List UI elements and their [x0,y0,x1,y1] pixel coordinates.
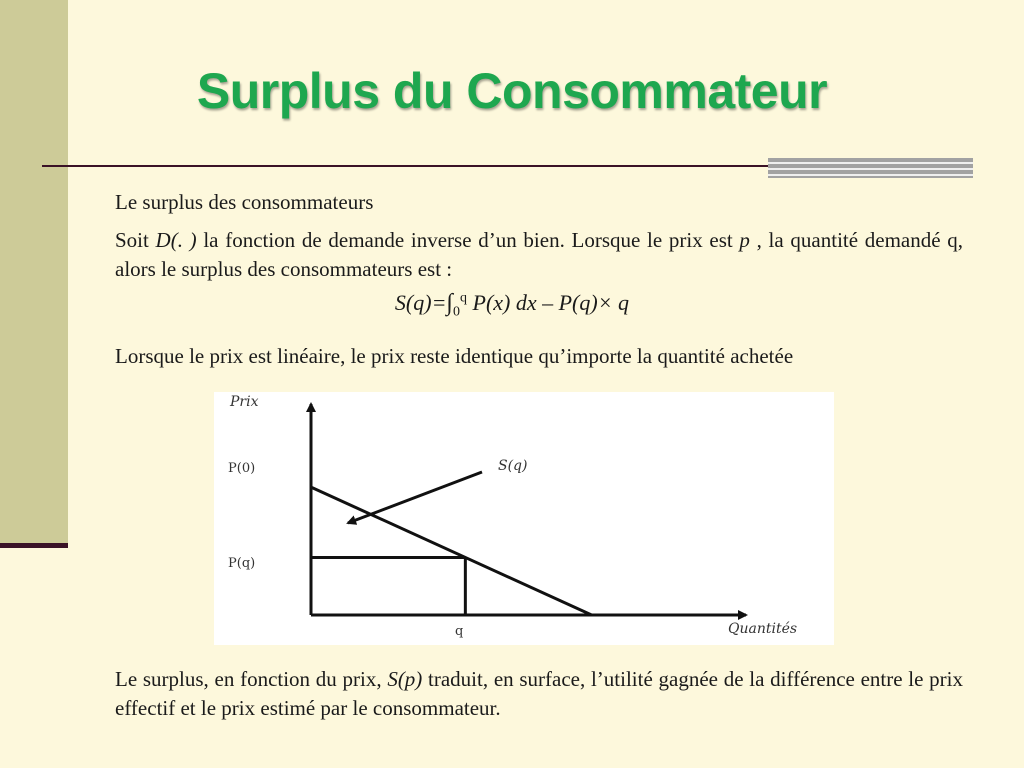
x-tick-label-q: q [455,624,464,639]
y-axis-label: Prix [230,394,259,410]
side-band-rule [0,543,68,548]
paragraph-linear-price: Lorsque le prix est linéaire, le prix reste identique qu’importe la quantité achetée [115,344,794,368]
paragraph-definition [115,226,963,284]
demand-chart [214,392,834,645]
demand-line [311,487,592,615]
integral-upper-bound: q [460,290,467,306]
paragraph-conclusion [115,665,963,723]
y-tick-label-pq: P(q) [228,556,256,571]
formula-lhs: S(q)= [394,290,447,315]
slide-title: Surplus du Consommateur [196,63,828,119]
paragraph-intro: Le surplus des consommateurs [115,190,374,214]
definition-text-start: Soit [115,228,156,252]
definition-text-end: , la quantité demandé q, alors le surplus des consommateurs est : [115,228,963,281]
surplus-formula [0,290,1024,320]
conclusion-text-start: Le surplus, en fonction du prix, [115,667,388,691]
demand-function: D(. ) [155,228,197,252]
integral-sign: ∫ [446,290,453,316]
formula-rhs: P(x) dx – P(q)× q [467,290,630,315]
y-tick-label-p0: P(0) [228,461,256,476]
price-variable: p [739,228,750,252]
x-axis-label: Quantités [728,621,798,637]
surplus-annotation: S(q) [498,458,528,474]
demand-chart-svg [214,392,834,645]
surplus-function: S(p) [387,667,423,691]
conclusion-text-end: traduit, en surface, l’utilité gagnée de la différence entre le prix effectif et le prix estimé par le consommateur. [115,667,963,720]
definition-text-middle: la fonction de demande inverse d’un bien. Lorsque le prix est [196,228,740,252]
integral-lower-bound: 0 [453,304,460,320]
title-rule-accent [768,158,973,178]
surplus-arrow [348,472,482,523]
